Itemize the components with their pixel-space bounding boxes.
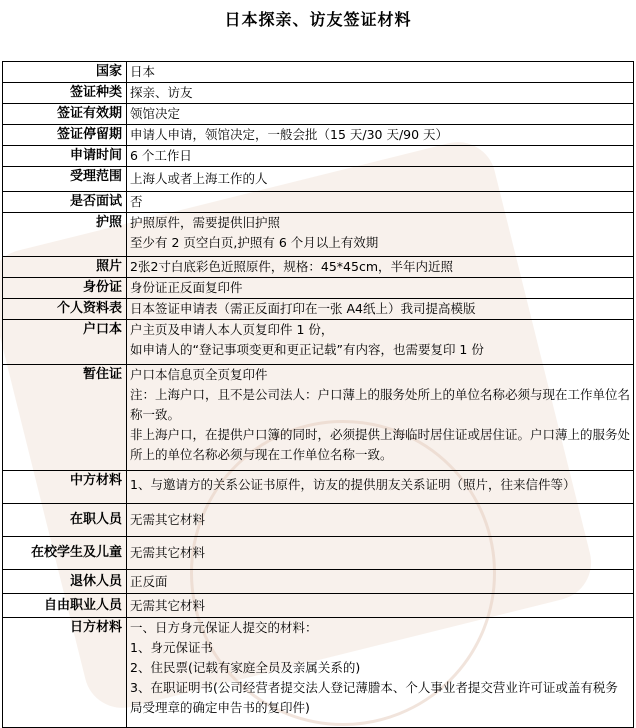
value-line: 2、住民票(记载有家庭全员及亲属关系的)	[130, 660, 361, 675]
row-value: 1、与邀请方的关系公证书原件，访友的提供朋友关系证明（照片，往来信件等）	[127, 471, 634, 504]
table-row	[3, 167, 634, 192]
table-row	[3, 125, 634, 146]
value-line: 户口本信息页全页复印件	[130, 367, 268, 382]
document-title: 日本探亲、访友签证材料	[224, 10, 412, 29]
row-value: 上海人或者上海工作的人	[127, 167, 634, 192]
row-label: 户口本	[3, 320, 127, 365]
row-value: 日本签证申请表（需正反面打印在一张 A4纸上）我司提高模版	[127, 299, 634, 320]
row-label: 国家	[3, 62, 127, 83]
row-label: 日方材料	[3, 618, 127, 728]
table-row	[3, 257, 634, 278]
row-label: 签证种类	[3, 83, 127, 104]
table-row	[3, 320, 634, 365]
row-value: 2张2寸白底彩色近照原件，规格：45*45cm，半年内近照	[127, 257, 634, 278]
row-label: 身份证	[3, 278, 127, 299]
row-value: 6 个工作日	[127, 146, 634, 167]
value-line: 非上海户口，在提供户口簿的同时，必须提供上海临时居住证或居住证。户口薄上的服务处所上的单位名称必须与现在工作单位名称一致。	[130, 427, 631, 462]
value-line: 护照原件，需要提供旧护照	[130, 215, 281, 230]
table-row	[3, 537, 634, 570]
value-line: 3、在职证明书(公司经营者提交法人登记薄謄本、个人事业者提交营业许可证或盖有税务局受理章的确定申告书的复印件)	[130, 680, 618, 715]
row-label: 护照	[3, 213, 127, 257]
table-row	[3, 62, 634, 83]
row-value: 探亲、访友	[127, 83, 634, 104]
row-value: 无需其它材料	[127, 504, 634, 537]
row-value	[127, 365, 634, 471]
table-row	[3, 471, 634, 504]
row-value: 申请人申请，领馆决定，一般会批（15 天/30 天/90 天）	[127, 125, 634, 146]
row-label: 在校学生及儿童	[3, 537, 127, 570]
row-label: 签证有效期	[3, 104, 127, 125]
value-line: 至少有 2 页空白页,护照有 6 个月以上有效期	[130, 235, 379, 250]
table-row	[3, 278, 634, 299]
value-line: 户主页及申请人本人页复印件 1 份，	[130, 322, 334, 337]
table-row	[3, 192, 634, 213]
row-label: 自由职业人员	[3, 594, 127, 618]
row-value: 身份证正反面复印件	[127, 278, 634, 299]
row-label: 在职人员	[3, 504, 127, 537]
table-row	[3, 104, 634, 125]
table-row	[3, 365, 634, 471]
row-value	[127, 320, 634, 365]
table-row	[3, 299, 634, 320]
table-row	[3, 594, 634, 618]
row-value: 日本	[127, 62, 634, 83]
table-row	[3, 570, 634, 594]
row-label: 退休人员	[3, 570, 127, 594]
visa-requirements-table	[2, 61, 634, 728]
table-row	[3, 83, 634, 104]
value-line: 注：上海户口，且不是公司法人：户口薄上的服务处所上的单位名称必须与现在工作单位名称一致。	[130, 387, 631, 422]
row-value: 领馆决定	[127, 104, 634, 125]
row-label: 个人资料表	[3, 299, 127, 320]
row-value	[127, 618, 634, 728]
row-value: 否	[127, 192, 634, 213]
row-label: 签证停留期	[3, 125, 127, 146]
row-label: 暂住证	[3, 365, 127, 471]
row-value: 无需其它材料	[127, 594, 634, 618]
row-label: 照片	[3, 257, 127, 278]
value-line: 如申请人的“登记事项变更和更正记载”有内容，也需要复印 1 份	[130, 342, 484, 357]
row-label: 是否面试	[3, 192, 127, 213]
row-value: 无需其它材料	[127, 537, 634, 570]
value-line: 1、身元保证书	[130, 640, 213, 655]
value-line: 一、日方身元保证人提交的材料：	[130, 620, 318, 635]
table-row	[3, 146, 634, 167]
table-row	[3, 213, 634, 257]
table-row	[3, 618, 634, 728]
row-label: 申请时间	[3, 146, 127, 167]
table-row	[3, 504, 634, 537]
row-label: 中方材料	[3, 471, 127, 504]
row-value	[127, 213, 634, 257]
row-label: 受理范围	[3, 167, 127, 192]
row-value: 正反面	[127, 570, 634, 594]
